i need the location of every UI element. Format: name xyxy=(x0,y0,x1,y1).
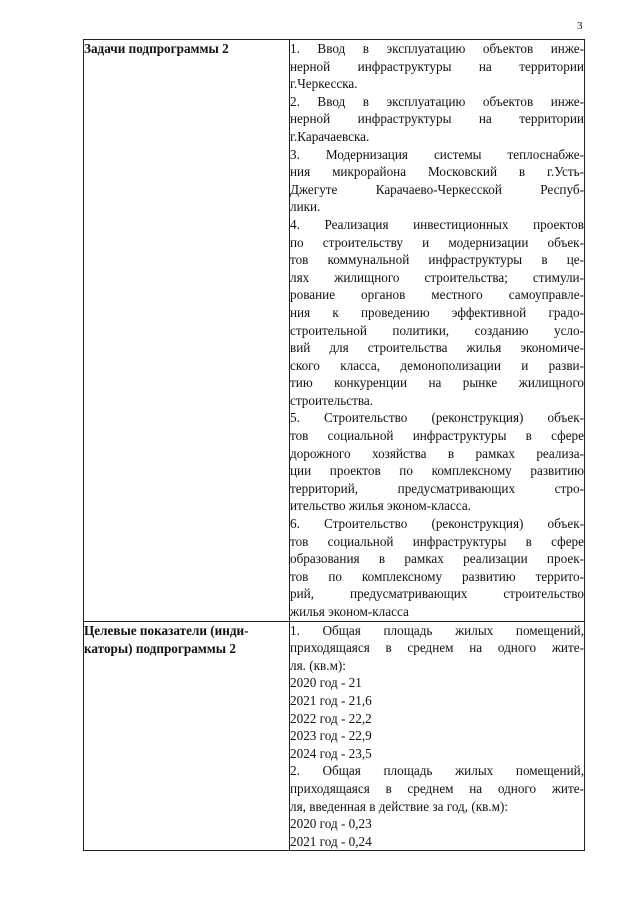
content-line: ительство жилья эконом-класса. xyxy=(290,498,472,514)
content-item xyxy=(290,409,584,515)
content-line: тов по комплексному развитию террито- xyxy=(290,568,584,584)
content-line: образования в рамках реализации проек- xyxy=(290,551,584,567)
content-item xyxy=(290,710,584,728)
content-line: 2. Общая площадь жилых помещений, xyxy=(290,763,584,779)
row-label xyxy=(84,621,290,851)
content-line: тов коммунальной инфраструктуры в це- xyxy=(290,252,584,268)
content-line: 3. Модернизация системы теплоснабже- xyxy=(290,146,584,162)
content-line: строительной политики, созданию усло- xyxy=(290,322,584,338)
content-line: 4. Реализация инвестиционных проектов xyxy=(290,216,584,232)
content-line: тию конкуренции на рынке жилищного xyxy=(290,375,584,391)
content-line: приходящаяся в среднем на одного жите- xyxy=(290,780,584,796)
row-content xyxy=(290,40,585,622)
table-row xyxy=(84,621,585,851)
content-item xyxy=(290,692,584,710)
content-item xyxy=(290,727,584,745)
table-body xyxy=(84,40,585,851)
content-line: 2024 год - 23,5 xyxy=(290,745,372,761)
content-line: лики. xyxy=(290,199,321,215)
content-line: ния к проведению эффективной градо- xyxy=(290,304,584,320)
content-line: приходящаяся в среднем на одного жите- xyxy=(290,640,584,656)
content-line: жилья эконом-класса xyxy=(290,604,409,619)
content-line: ции проектов по комплексному развитию xyxy=(290,463,584,479)
content-line: вий для строительства жилья экономиче- xyxy=(290,340,584,356)
content-line: 2023 год - 22,9 xyxy=(290,728,372,744)
row-label-line: Задачи подпрограммы 2 xyxy=(84,41,229,56)
content-item xyxy=(290,762,584,815)
content-line: 2020 год - 0,23 xyxy=(290,816,372,832)
content-line: нерной инфраструктуры на территории xyxy=(290,58,584,74)
content-line: 2021 год - 21,6 xyxy=(290,692,372,708)
content-line: 5. Строительство (реконструкция) объек- xyxy=(290,410,584,426)
content-line: ния микрорайона Московский в г.Усть- xyxy=(290,164,584,180)
content-item xyxy=(290,216,584,410)
content-item xyxy=(290,674,584,692)
content-line: 6. Строительство (реконструкция) объек- xyxy=(290,516,584,532)
content-line: ля. (кв.м): xyxy=(290,657,346,673)
content-line: ского класса, демонополизации и разви- xyxy=(290,357,584,373)
content-line: 2. Ввод в эксплуатацию объектов инже- xyxy=(290,93,584,109)
document-table xyxy=(83,39,585,851)
content-line: строительства. xyxy=(290,392,374,408)
row-label-line: каторы) подпрограммы 2 xyxy=(84,640,236,656)
content-item xyxy=(290,833,584,851)
content-item xyxy=(290,515,584,621)
content-line: 1. Общая площадь жилых помещений, xyxy=(290,622,584,638)
content-line: дорожного хозяйства в рамках реализа- xyxy=(290,445,584,461)
content-line: рий, предусматривающих строительство xyxy=(290,586,584,602)
content-line: тов социальной инфраструктуры в сфере xyxy=(290,428,584,444)
content-line: ля, введенная в действие за год, (кв.м): xyxy=(290,798,509,814)
content-line: 2022 год - 22,2 xyxy=(290,710,372,726)
content-line: г.Черкесска. xyxy=(290,76,358,92)
row-label-line: Целевые показатели (инди- xyxy=(84,622,249,638)
content-line: 1. Ввод в эксплуатацию объектов инже- xyxy=(290,41,584,56)
content-line: нерной инфраструктуры на территории xyxy=(290,111,584,127)
content-item xyxy=(290,93,584,146)
content-line: по строительству и модернизации объек- xyxy=(290,234,584,250)
content-line: рование органов местного самоуправле- xyxy=(290,287,584,303)
content-line: Джегуте Карачаево-Черкесской Респуб- xyxy=(290,181,584,197)
content-item xyxy=(290,745,584,763)
content-item xyxy=(290,146,584,216)
row-content xyxy=(290,621,585,851)
content-line: г.Карачаевска. xyxy=(290,128,370,144)
table-row xyxy=(84,40,585,622)
content-item xyxy=(290,40,584,93)
row-label xyxy=(84,40,290,622)
content-line: лях жилищного строительства; стимули- xyxy=(290,269,584,285)
content-line: 2020 год - 21 xyxy=(290,675,362,691)
content-line: 2021 год - 0,24 xyxy=(290,833,372,849)
content-item xyxy=(290,815,584,833)
content-line: территорий, предусматривающих стро- xyxy=(290,480,584,496)
content-item xyxy=(290,622,584,675)
content-line: тов социальной инфраструктуры в сфере xyxy=(290,533,584,549)
page-number: 3 xyxy=(577,20,583,32)
